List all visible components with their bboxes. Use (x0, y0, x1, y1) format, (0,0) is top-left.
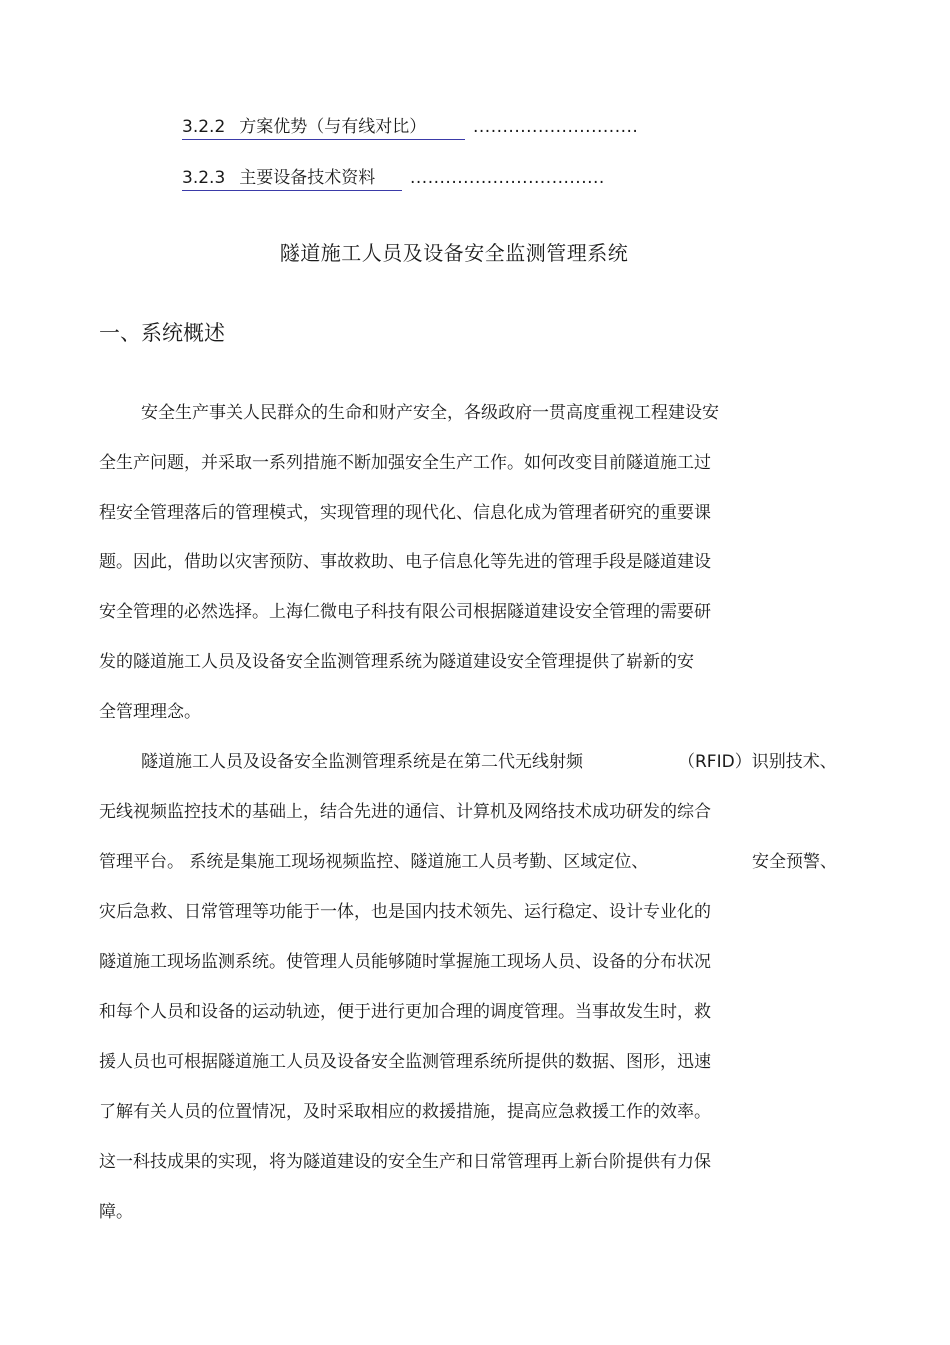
paragraph-line: 和每个人员和设备的运动轨迹，便于进行更加合理的调度管理。当事故发生时，救 (99, 1002, 711, 1022)
paragraph-line: 无线视频监控技术的基础上，结合先进的通信、计算机及网络技术成功研发的综合 (99, 802, 711, 822)
paragraph-line: 题。因此，借助以灾害预防、事故救助、电子信息化等先进的管理手段是隧道建设 (99, 552, 711, 572)
paragraph-line: 了解有关人员的位置情况，及时采取相应的救援措施，提高应急救援工作的效率。 (99, 1102, 711, 1122)
paragraph-line: 援人员也可根据隧道施工人员及设备安全监测管理系统所提供的数据、图形，迅速 (99, 1052, 711, 1072)
paragraph-line: 灾后急救、日常管理等功能于一体，也是国内技术领先、运行稳定、设计专业化的 (99, 902, 711, 922)
toc-link[interactable] (182, 167, 402, 191)
document-title: 隧道施工人员及设备安全监测管理系统 (279, 241, 629, 265)
paragraph-line: 管理平台。 系统是集施工现场视频监控、隧道施工人员考勤、区域定位、 (99, 852, 649, 872)
paragraph-line: 隧道施工现场监测系统。使管理人员能够随时掌握施工现场人员、设备的分布状况 (99, 952, 711, 972)
paragraph-line: 隧道施工人员及设备安全监测管理系统是在第二代无线射频 (141, 752, 583, 772)
toc-entry-3-2-3[interactable] (182, 167, 605, 191)
toc-number: 3.2.3 (182, 168, 226, 188)
paragraph-line: 安全生产事关人民群众的生命和财产安全，各级政府一贯高度重视工程建设安 (141, 403, 719, 423)
paragraph-line: 全管理理念。 (99, 702, 201, 722)
paragraph-line: 全生产问题，并采取一系列措施不断加强安全生产工作。如何改变目前隧道施工过 (99, 453, 711, 473)
toc-title: 方案优势（与有线对比） (239, 117, 427, 137)
toc-number: 3.2.2 (182, 117, 226, 137)
paragraph-line: 障。 (99, 1202, 133, 1222)
paragraph-line: 安全管理的必然选择。上海仁微电子科技有限公司根据隧道建设安全管理的需要研 (99, 602, 711, 622)
paragraph-line-rfid: （RFID）识别技术、 (678, 752, 837, 772)
toc-link[interactable] (182, 116, 465, 140)
paragraph-line: 发的隧道施工人员及设备安全监测管理系统为隧道建设安全管理提供了崭新的安 (99, 652, 694, 672)
toc-dots: ................................. (410, 168, 605, 188)
toc-dots: ............................ (473, 117, 639, 137)
paragraph-line-tail: 安全预警、 (752, 852, 837, 872)
toc-title: 主要设备技术资料 (239, 168, 376, 188)
paragraph-line: 程安全管理落后的管理模式，实现管理的现代化、信息化成为管理者研究的重要课 (99, 503, 711, 523)
paragraph-line: 这一科技成果的实现，将为隧道建设的安全生产和日常管理再上新台阶提供有力保 (99, 1152, 711, 1172)
toc-entry-3-2-2[interactable] (182, 116, 638, 140)
section-heading: 一、系统概述 (99, 321, 225, 345)
